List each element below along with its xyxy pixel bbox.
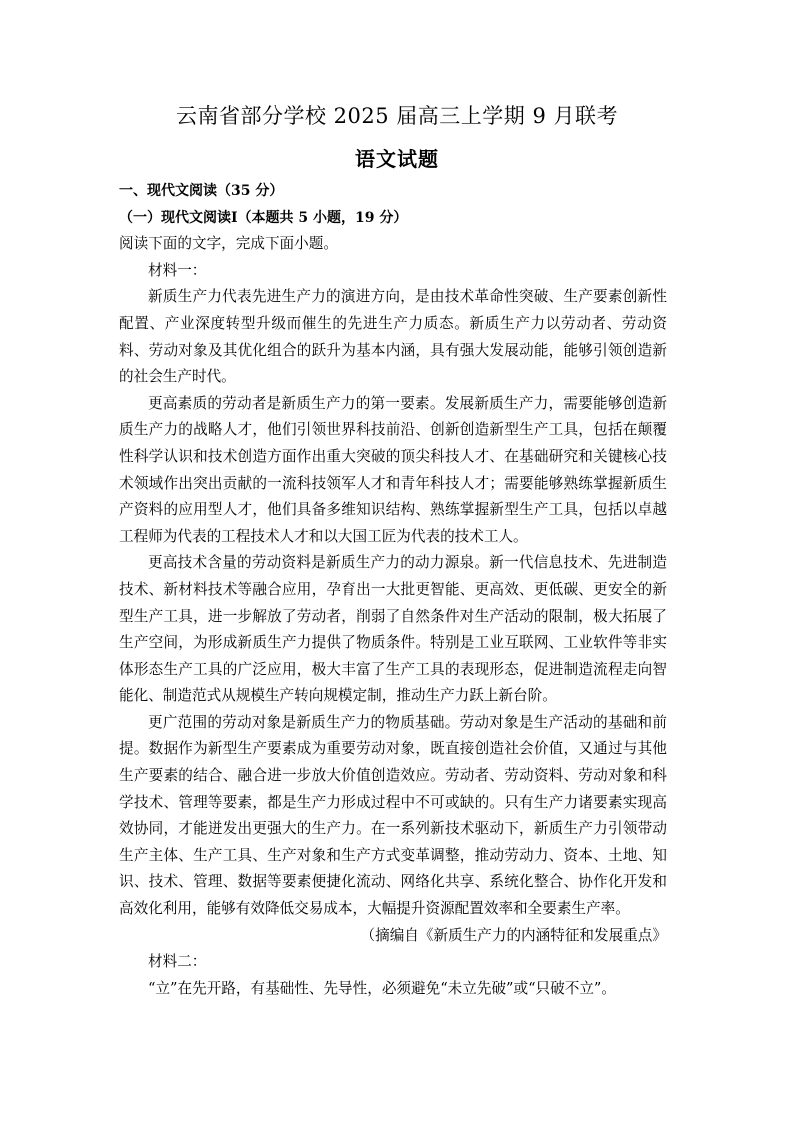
page-subtitle: 语文试题 [355, 147, 439, 171]
section-subheading: （一）现代文阅读Ⅰ（本题共 5 小题，19 分） [119, 209, 408, 226]
material1-paragraph: 更高技术含量的劳动资料是新质生产力的动力源泉。新一代信息技术、先进制造技术、新材料技术等融合应用，孕育出一大批更智能、更高效、更低碳、更安全的新型生产工具，进一步解放了劳动者，削弱了自然条件对生产活动的限制，极大拓展了生产空间，为形成新质生产力提供了物质条件。特别是工业互联网、工业软件等非实体形态生产工具的广泛应用，极大丰富了生产工具的表现形态，促进制造流程走向智能化、制造范式从规模生产转向规模定制，推动生产力跃上新台阶。 [119, 554, 667, 705]
instruction-text: 阅读下面的文字，完成下面小题。 [119, 235, 338, 253]
material2-paragraph: “立”在先开路，有基础性、先导性，必须避免“未立先破”或“只破不立”。 [148, 979, 616, 997]
page-title: 云南省部分学校 2025 届高三上学期 9 月联考 [175, 104, 618, 128]
material1-paragraph: 更广范围的劳动对象是新质生产力的物质基础。劳动对象是生产活动的基础和前提。数据作为新型生产要素成为重要劳动对象，既直接创造社会价值，又通过与其他生产要素的结合、融合进一步放大价值创造效应。劳动者、劳动资料、劳动对象和科学技术、管理等要素，都是生产力形成过程中不可或缺的。只有生产力诸要素实现高效协同，才能迸发出更强大的生产力。在一系列新技术驱动下，新质生产力引领带动生产主体、生产工具、生产对象和生产方式变革调整，推动劳动力、资本、土地、知识、技术、管理、数据等要素便捷化流动、网络化共享、系统化整合、协作化开发和高效化利用，能够有效降低交易成本，大幅提升资源配置效率和全要素生产率。 [119, 713, 667, 918]
section-heading: 一、现代文阅读（35 分） [119, 183, 284, 199]
material2-label: 材料二： [148, 953, 207, 971]
document-body [119, 178, 667, 1002]
material1-source: （摘编自《新质生产力的内涵特征和发展重点》 [360, 926, 667, 944]
material1-label: 材料一： [148, 261, 207, 279]
material1-paragraph: 新质生产力代表先进生产力的演进方向，是由技术革命性突破、生产要素创新性配置、产业深度转型升级而催生的先进生产力质态。新质生产力以劳动者、劳动资料、劳动对象及其优化组合的跃升为基本内涵，具有强大发展动能，能够引领创造新的社会生产时代。 [119, 288, 667, 386]
material1-paragraph: 更高素质的劳动者是新质生产力的第一要素。发展新质生产力，需要能够创造新质生产力的战略人才，他们引领世界科技前沿、创新创造新型生产工具，包括在颠覆性科学认识和技术创造方面作出重大突破的顶尖科技人才、在基础研究和关键核心技术领域作出突出贡献的一流科技领军人才和青年科技人才；需要能够熟练掌握新质生产资料的应用型人才，他们具备多维知识结构、熟练掌握新型生产工具，包括以卓越工程师为代表的工程技术人才和以大国工匠为代表的技术工人。 [119, 394, 667, 545]
